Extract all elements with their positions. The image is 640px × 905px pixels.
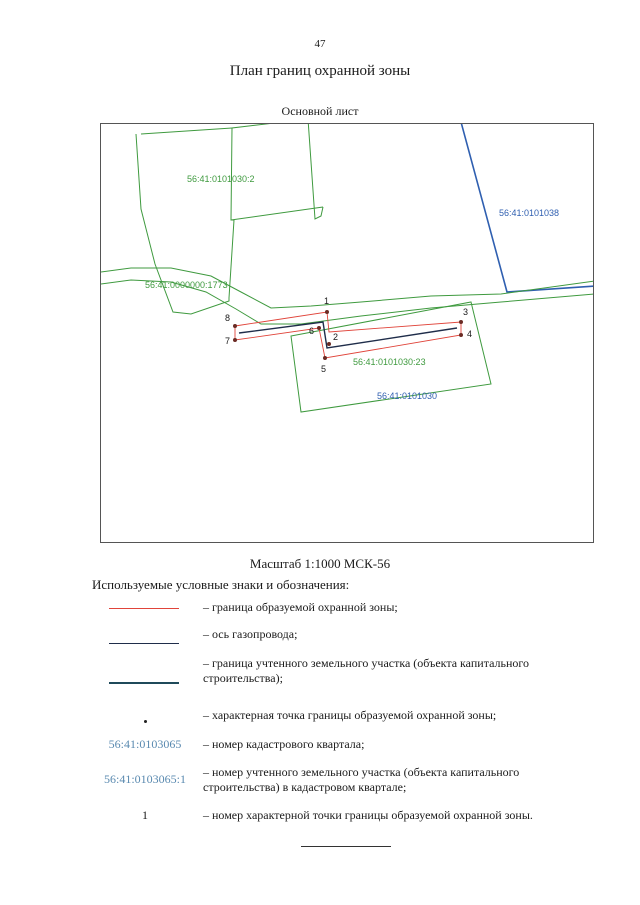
point-2 — [327, 342, 331, 346]
label-parcel-top: 56:41:0101030:2 — [187, 174, 255, 184]
map-frame — [100, 123, 594, 543]
point-label-6: 6 — [309, 326, 315, 336]
legend-quarter-code: 56:41:0103065 — [108, 737, 182, 751]
legend-row-point — [90, 708, 560, 728]
label-quarter-main: 56:41:0101030 — [377, 391, 438, 401]
legend-parcel-code: 56:41:0103065:1 — [103, 772, 186, 786]
point-7 — [233, 338, 237, 342]
legend-point-dot-icon — [90, 712, 200, 727]
scale-caption: Масштаб 1:1000 МСК-56 — [249, 556, 391, 571]
legend-row-parcel — [90, 656, 560, 690]
point-label-1: 1 — [324, 296, 330, 306]
legend-parcel-line-icon — [109, 682, 179, 684]
legend-row-parcel-number — [90, 765, 560, 799]
sheet-label: Основной лист — [281, 104, 359, 118]
point-1 — [325, 310, 329, 314]
legend-text: – граница образуемой охранной зоны; — [203, 600, 398, 614]
point-5 — [323, 356, 327, 360]
legend-row-zone — [90, 600, 560, 620]
legend-text: – номер учтенного земельного участка (объекта капитального строительства) в кадастровом квартале; — [203, 765, 520, 794]
parcel-top-boundary-b — [141, 128, 232, 134]
point-label-4: 4 — [467, 329, 473, 339]
legend-text: – ось газопровода; — [203, 627, 298, 641]
legend-text: – характерная точка границы образуемой охранной зоны; — [203, 708, 497, 722]
point-label-8: 8 — [225, 313, 231, 323]
legend-zone-line-icon — [109, 608, 179, 609]
legend-row-point-number — [90, 808, 560, 828]
legend-point-number: 1 — [142, 808, 148, 822]
legend-text: – граница учтенного земельного участка (объекта капитального строительства); — [203, 656, 530, 685]
point-6 — [317, 326, 321, 330]
legend-row-quarter — [90, 737, 560, 757]
legend-row-axis — [90, 627, 560, 647]
legend-text: – номер характерной точки границы образуемой охранной зоны. — [203, 808, 533, 822]
point-label-2: 2 — [333, 332, 339, 342]
label-road-parcel: 56:41:0000000:1773 — [145, 280, 228, 290]
point-8 — [233, 324, 237, 328]
parcel-top-boundary-c — [231, 207, 323, 220]
point-label-3: 3 — [463, 307, 469, 317]
point-3 — [459, 320, 463, 324]
point-label-7: 7 — [225, 336, 231, 346]
boundary-plan-map — [101, 124, 594, 543]
point-label-5: 5 — [321, 364, 327, 374]
end-rule — [301, 846, 391, 847]
legend-axis-line-icon — [109, 643, 179, 644]
legend-title: Используемые условные знаки и обозначения: — [92, 577, 350, 592]
label-main-parcel: 56:41:0101030:23 — [353, 357, 426, 367]
legend-text: – номер кадастрового квартала; — [203, 737, 365, 751]
label-quarter-right: 56:41:0101038 — [499, 208, 560, 218]
page-title: План границ охранной зоны — [229, 63, 411, 79]
page-number: 47 — [314, 38, 326, 50]
protection-zone-boundary — [235, 312, 461, 358]
point-4 — [459, 333, 463, 337]
